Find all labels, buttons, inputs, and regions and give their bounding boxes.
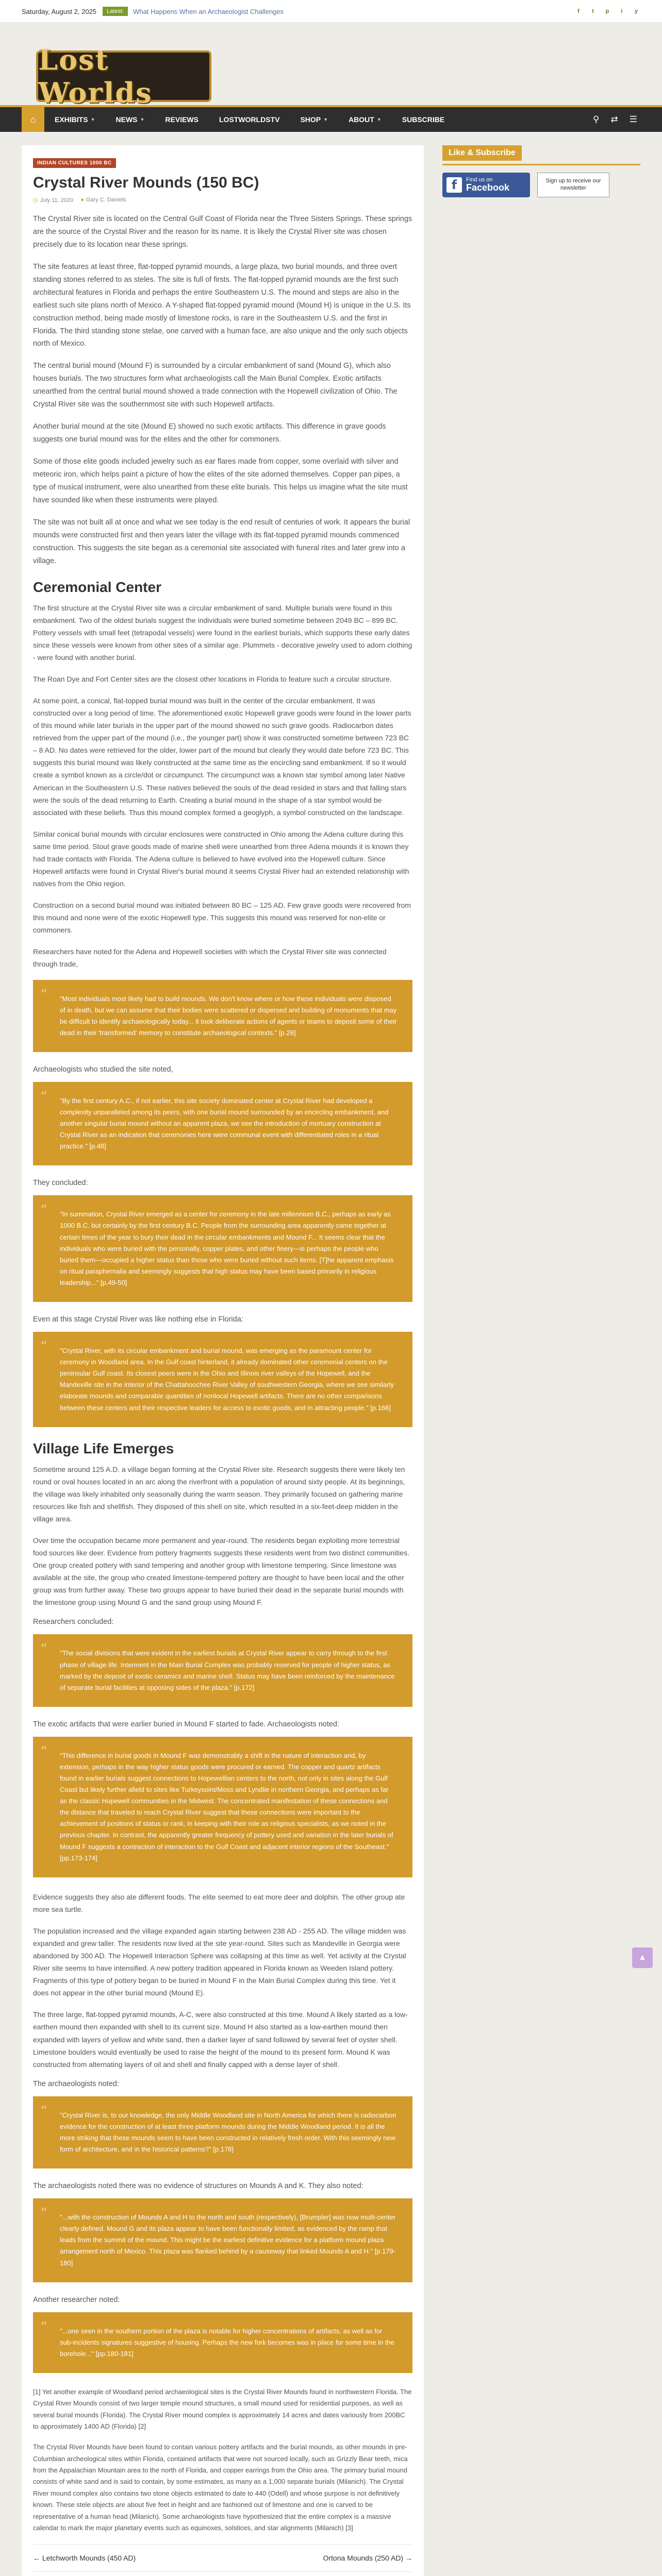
- paragraph: [1] Yet another example of Woodland period archaeological sites is the Crystal River Mounds found in northwestern Florida. The Crystal River Mounds consist of two larger temple mound structures, a small mound used for residential purposes, as well as several burial mounds (Florida). The Crystal River mound complex is approximately 14 acres and dates variously from 200BC to approximately 1400 AD (Florida) [2]: [33, 2387, 412, 2430]
- category-badge[interactable]: INDIAN CULTURES 1000 BC: [33, 158, 116, 168]
- site-header: [0, 23, 662, 109]
- paragraph: The site was not built all at once and what we see today is the end result of centuries of work. It appears the burial mounds were constructed first and then years later the village with its flat-topped pyramid mounds commenced construction. This suggests the site began as a ceremonial site associated with funeral rites and later grew into a village.: [33, 518, 410, 565]
- paragraph: Sometime around 125 A.D. a village began forming at the Crystal River site. Research suggests there were likely ten round or oval houses located in an arc along the riverfront with a population of around sixty people. At its beginnings, the village was likely inhabited only seasonally during the warm season. They primarily focused on gathering marine resources like fish and shellfish. They disposed of this shell on site, which resulted in a six-feet-deep midden in the village area.: [33, 1465, 405, 1523]
- logo-text: Lost Worlds: [38, 43, 153, 109]
- instagram-icon[interactable]: i: [621, 8, 623, 14]
- post-date-text: July 11, 2020: [40, 197, 74, 204]
- quote-text: "This difference in burial goods in Mound F was demonstrably a shift in the nature of interaction and, by extension, perhaps in the way higher status goods were procured or earned. The copper and quartz artifacts found in earlier burials suggest connections to Hopewellian centers to the north, not only in sites along the Gulf Coast but likely further afield to sites like Turkeysoint/Moss and Lyndlie in northern Georgia, and perhaps as far as the classic Hopewell communities in the Midwest. The concentrated manifestation of these connections and the distance that traveled to reach Crystal River suggest that these connections were important to the achievement of positions of status or rank, in keeping with their role as religious specialists, as we noted in the previous chapter. In contrast, the apparently greater frequency of pottery used and variation in the later burials of Mound F suggests a contraction of interaction to the Gulf Coast and adjacent interior regions of the Southeast." [pp.173-174]: [60, 1751, 393, 1862]
- quote-intro: Another researcher noted:: [33, 2295, 120, 2304]
- scroll-to-top-button[interactable]: [632, 1947, 653, 1968]
- top-bar: [0, 0, 662, 23]
- quote-icon: “: [40, 2103, 47, 2119]
- paragraph: Over time the occupation became more permanent and year-round. The residents began exploiting more terrestrial food sources like deer. Evidence from pottery fragments suggests these residents went from two distinct communities. One group created pottery with sand tempering and another group with limestone tempering. Since limestone was available at the site, the group who created limestone-tempered pottery are thought to have been local and the other group was from further away. These two groups appear to have buried their dead in the separate burial mounds with the limestone group using Mound G and the sand group using Mound F.: [33, 1536, 409, 1607]
- chevron-down-icon: ▼: [140, 117, 145, 122]
- sidebar: [442, 145, 640, 2576]
- page-title: Crystal River Mounds (150 BC): [33, 174, 259, 191]
- quote-icon: “: [40, 1743, 47, 1759]
- widget-title: [442, 145, 640, 165]
- fb-find-text: Find us on: [466, 177, 493, 183]
- section-heading: Village Life Emerges: [33, 1440, 174, 1456]
- nav-icons: [593, 114, 640, 125]
- youtube-icon[interactable]: y: [634, 8, 638, 14]
- blockquote: [33, 2096, 412, 2168]
- blockquote: [33, 1195, 412, 1302]
- quote-intro: Researchers concluded:: [33, 1618, 114, 1626]
- paragraph: Construction on a second burial mound was initiated between 80 BC – 125 AD. Few grave goods were recovered from this mound and none were of the exotic Hopewell type. This suggests this mound was reserved for non-elite or commoners.: [33, 901, 411, 935]
- newsletter-signup-button[interactable]: Sign up to receive our newsletter: [537, 173, 609, 197]
- quote-text: "By the first century A.C., if not earlier, this site society dominated center at Crystal River had developed a complexity unparalleled among its peers, with one burial mound surrounded by an encircling embankment, and another singular burial mound without an apparent plaza, we see the introduction of mortuary construction at Crystal River as an indication that ceremonies here were communal event with differentiated roles in a ritual practice." [p.48]: [60, 1096, 389, 1150]
- blockquote: [33, 1332, 412, 1427]
- fb-name-text: Facebook: [466, 182, 510, 193]
- paragraph: The central burial mound (Mound F) is surrounded by a circular embankment of sand (Mound G), which also houses burials. The two structures form what archaeologists call the Main Burial Complex. Exotic artifacts unearthed from the central burial mound showed a trade connection with the Hopewell civilization of Ohio. The Crystal River site was the southernmost site with such Hopewell artifacts.: [33, 362, 398, 409]
- shuffle-icon[interactable]: ⇄: [610, 114, 618, 124]
- menu-icon[interactable]: ☰: [629, 114, 637, 124]
- paragraph: The Crystal River Mounds have been found to contain various pottery artifacts and the burial mounds, as other mounds in pre-Columbian archeological sites within Florida, contained artifacts that were not sourced locally, such as Grizzly Bear teeth, mica from the Appalachian Mountain area to the north of Florida, and copper earrings from the Ohio area. The primary burial mound consists of white sand and is said to contain, by some estimates, as many as a 1,000 separate burials (Milanich). The Crystal River mound complex also contains two stone objects estimated to date to 440 (Odell) and whose purpose is not definitively known. These stele objects are about five feet in height and are fashioned out of limestone and one is carved to be representative of a human head (Milanich). Some archaeologists have hypothesized that the entire complex is a massive calendar to mark the major planetary events such as equinoxes, solstices, and star alignments (Milanich) [3]: [33, 2443, 408, 2532]
- blockquote: [33, 980, 412, 1052]
- paragraph: Similar conical burial mounds with circular enclosures were constructed in Ohio among the Adena culture during this same time period. Stout grave goods made of marine shell were unearthed from three Adena mounds it is known they had trade contacts with Florida. The Adena culture is believed to have evolved into the Hopewell culture. Since Hopewell artifacts were found in Crystal River's burial mound it seems Crystal River had an extended relationship with natives from the Ohio region.: [33, 829, 409, 888]
- blockquote: [33, 1737, 412, 1877]
- paragraph: Evidence suggests they also ate different foods. The elite seemed to eat more deer and dolphin. The other group ate more sea turtle.: [33, 1892, 405, 1913]
- quote-text: "...one seen in the southern portion of the plaza is notable for higher concentrations of artifacts, as well as for sub-incidents signatures suggestive of housing. Perhaps the new fork becomes was in place for some time in the borehole..." [pp.180-181]: [60, 2327, 394, 2358]
- paragraph: Another burial mound at the site (Mound E) showed no such exotic artifacts. This difference in grave goods suggests one burial mound was for the elites and the other for commoners.: [33, 422, 386, 444]
- quote-text: "In summation, Crystal River emerged as a center for ceremony in the late millennium B.C., perhaps as early as 1000 B.C. but certainly by the first century B.C. People from the surrounding area apparently came together at certain times of the year to bury their dead in the circular embankments and Mound F... It seems clear that the individuals who were buried with the personally, copper plates, and other finery—is perhaps the people who buried them—occupied a higher status than those who were buried without such items. [T]he apparent emphasis on ritual paraphernalia and seemingly suggests that high status may have been based primarily in religious leadership..." [p.49-50]: [60, 1210, 394, 1286]
- nav-item-exhibits[interactable]: [44, 115, 106, 124]
- nav-label: REVIEWS: [165, 115, 198, 124]
- facebook-find-button[interactable]: [442, 173, 530, 197]
- site-logo[interactable]: [36, 43, 211, 109]
- quote-text: "...with the construction of Mounds A and H to the north and south (respectively), [Brumpler] was now multi-center clearly defined. Mound G and its plaza appear to have been functionally limited, as evidenced by the ramp that leads from the summit of the mound. This might be the earliest definitive evidence for a platform mound plaza arrangement north of Mexico. This plaza was flanked behind by a causeway that linked Mounds A and H." [p.179-180]: [60, 2213, 396, 2267]
- quote-icon: “: [40, 2319, 47, 2335]
- social-links: [574, 7, 640, 15]
- quote-intro: Archaeologists who studied the site noted,: [33, 1065, 173, 1074]
- nav-item-news[interactable]: [106, 115, 155, 124]
- nav-item-shop[interactable]: [290, 115, 338, 124]
- nav-item-subscribe[interactable]: [392, 115, 455, 124]
- blockquote: [33, 1082, 412, 1165]
- paragraph: At some point, a conical, flat-topped burial mound was built in the center of the circular embankment. It was constructed over a long period of time. The aforementioned exotic Hopewell grave goods were found in the lower parts of this mound while later burials in the upper part of the mound showed no such grave goods. Radiocarbon dates retrieved from the upper part of the mound (i.e., the younger part) show it was constructed sometime between 723 BC – 8 AD. No dates were retrieved for the older, lower part of the mound but clearly they would date before 723 BC. This suggests this burial mound was likely constructed at the same time as the encircling sand embankment. If so it would create a symbol known as a circle/dot or circumpunct. The circumpunct was a known star symbol among later Native American in the Southeastern U.S. These natives believed the souls of the dead resided in stars and that falling stars were the souls of the dead returning to Earth. Creating a burial mound in the shape of a star symbol would be associated with these beliefs. Thus this mound complex formed a geoglyph, a symbol constructed on the landscape.: [33, 696, 411, 817]
- nav-item-about[interactable]: [338, 115, 392, 124]
- paragraph: The Roan Dye and Fort Center sites are the closest other locations in Florida to feature such a circular structure.: [33, 674, 392, 683]
- content-wrap: [22, 132, 640, 2576]
- current-date: Saturday, August 2, 2025: [22, 7, 97, 15]
- facebook-logo-icon: f: [446, 177, 462, 193]
- quote-icon: “: [40, 1641, 47, 1657]
- nav-label: SHOP: [300, 115, 321, 124]
- facebook-icon[interactable]: f: [577, 8, 580, 14]
- facebook-widget: [442, 173, 640, 197]
- post-date[interactable]: [33, 197, 73, 204]
- nav-label: LOSTWORLDSTV: [219, 115, 280, 124]
- quote-icon: “: [40, 2206, 47, 2222]
- nav-item-reviews[interactable]: [155, 115, 209, 124]
- search-icon[interactable]: ⚲: [593, 114, 600, 124]
- quote-text: "Crystal River is, to our knowledge, the only Middle Woodland site in North America for which there is radiocarbon evidence for the construction of at least three platform mounds during the Middle Woodland period. It is all the more striking that these mounds seem to have been constructed in relatively fresh order. With this seemingly new form of architecture, and in the historical patterns?" [p.178]: [60, 2111, 396, 2154]
- blockquote: [33, 2198, 412, 2282]
- latest-badge: Latest:: [103, 7, 128, 16]
- quote-text: "The social divisions that were evident in the earliest burials at Crystal River appear to carry through to the first phase of village life. Interment in the Main Burial Complex was probably reserved for people of higher status, as marked by the deposit of exotic ceramics and marine shell. Status may have been reinforced by the maintenance of separate burial facilities at opposing sides of the plaza." [p.172]: [60, 1649, 395, 1691]
- clock-icon: ◷: [33, 197, 38, 204]
- nav-item-lostworldstv[interactable]: [209, 115, 290, 124]
- paragraph: The site features at least three, flat-topped pyramid mounds, a large plaza, two burial mounds, and three overt standing stones referred to as steles. The site is full of firsts. The flat-topped pyramid mounds are the first such architectural features in Florida and perhaps the entire Southeastern U.S. The mound and steps are also in the earliest such site plans north of Mexico. A Y-shaped flat-topped pyramid mound (Mound H) is unique in the U.S. Its construction method, being made mostly of limestone rocks, is rare in the Southeastern U.S. and the first in Florida. The third standing stone stelae, one carved with a human face, are also unique and the only such objects north of Mexico.: [33, 262, 411, 348]
- nav-label: SUBSCRIBE: [402, 115, 445, 124]
- next-post-link[interactable]: Ortona Mounds (250 AD) →: [323, 2554, 412, 2563]
- latest-ticker-link[interactable]: What Happens When an Archaeologist Challenges: [133, 7, 284, 15]
- chevron-down-icon: ▼: [376, 117, 382, 122]
- paragraph: The population increased and the village expanded again starting between 238 AD - 255 AD. The village midden was expanded and grew taller. The residents now lived at the site year-round. Sites such as Mandeville in Georgia were abandoned by 300 AD. The Hopewell Interaction Sphere was collapsing at this time as well. Yet activity at the Crystal River site seems to have intensified. A new pottery tradition appeared in Florida known as Weeden Island pottery. Fragments of this type of pottery began to be buried in Mound F in the Main Burial Complex during this time. Yet it does not appear in the other burial mound (Mound E).: [33, 1926, 406, 1997]
- nav-label: ABOUT: [349, 115, 374, 124]
- quote-intro: The archaeologists noted there was no evidence of structures on Mounds A and K. They also noted:: [33, 2182, 363, 2191]
- user-icon: ●: [80, 197, 84, 203]
- article-meta: [33, 197, 412, 204]
- chevron-down-icon: ▼: [90, 117, 95, 122]
- quote-text: "Crystal River, with its circular embankment and burial mound, was emerging as the paramount center for ceremony in Woodland area. In the Gulf coast hinterland, it already dominated other ceremonial centers on the peninsular Gulf coast. Its closest peers were in the Ohio and Illinois river valleys of the Hopewell, and the Mandeville site in the interior of the Chattahoochee River Valley of southwestern Georgia, where we see similarly elaborate mounds and comparable quantities of nonlocal Hopewell artifacts. There are no other comparisons between these centers and their respective leaders for access to exotic goods, and in attracting people." [p.166]: [60, 1347, 394, 1412]
- chevron-up-icon: ▲: [638, 1953, 647, 1962]
- post-navigation: [33, 2544, 412, 2572]
- quote-icon: “: [40, 1202, 47, 1218]
- nav-label: EXHIBITS: [55, 115, 88, 124]
- quote-intro: Even at this stage Crystal River was like nothing else in Florida:: [33, 1315, 243, 1324]
- post-author-text: Gary C. Daniels: [86, 197, 126, 203]
- quote-icon: “: [40, 1339, 47, 1355]
- nav-label: NEWS: [115, 115, 138, 124]
- blockquote: [33, 1634, 412, 1706]
- paragraph: The three large, flat-topped pyramid mounds, A-C, were also constructed at this time. Mound A likely started as a low-earthen mound then expanded with shell to its current size. Mound H also started as a low-earthen mound then expanded with layers of yellow and white sand, then a darker layer of sand followed by several feet of oyster shell. Limestone boulders would eventually be used to raise the height of the mound to its present form. Mound K was constructed from alternating layers of oil and shell and finally capped with a dense layer of shell.: [33, 2010, 408, 2069]
- quote-intro: The exotic artifacts that were earlier buried in Mound F started to fade. Archaeologists noted:: [33, 1720, 340, 1728]
- twitter-icon[interactable]: t: [592, 8, 594, 14]
- pinterest-icon[interactable]: p: [605, 8, 609, 14]
- paragraph: Researchers have noted for the Adena and Hopewell societies with which the Crystal River site was connected through trade,: [33, 947, 387, 969]
- prev-post-link[interactable]: ← Letchworth Mounds (450 AD): [33, 2554, 136, 2563]
- section-heading: Ceremonial Center: [33, 579, 161, 595]
- blockquote: [33, 2312, 412, 2373]
- quote-text: "Most individuals most likely had to build mounds. We don't know where or how these individuals were disposed of in death, but we can assume that their bodies were scattered or dispersed and building of monuments that may be difficult to identify archaeologically today... it took deliberate actions of agents or teams to deposit some of their dead in their 'transformed' memory to constitute archaeological contexts." [p.26]: [60, 994, 397, 1037]
- chevron-down-icon: ▼: [323, 117, 328, 122]
- paragraph: Some of those elite goods included jewelry such as ear flares made from copper, some overlaid with silver and meteoric iron, which helps paint a picture of how the elites of the site adorned themselves. Copper pan pipes, a type of musical instrument, were also unearthed from these elite burials. This helps us imagine what the site must have sounded like when these instruments were played.: [33, 457, 408, 504]
- quote-icon: “: [40, 987, 47, 1003]
- widget-title-text: Like & Subscribe: [442, 145, 522, 161]
- quote-intro: They concluded:: [33, 1179, 88, 1188]
- post-author[interactable]: [80, 197, 126, 204]
- article: [22, 145, 424, 2576]
- quote-intro: The archaeologists noted:: [33, 2079, 119, 2088]
- quote-icon: “: [40, 1089, 47, 1105]
- home-icon[interactable]: ⌂: [22, 107, 44, 132]
- paragraph: The Crystal River site is located on the Central Gulf Coast of Florida near the Three Sisters Springs. These springs are the source of the Crystal River and the reason for its name. It is likely the Crystal River site was chosen precisely due to its location near these springs.: [33, 215, 412, 249]
- paragraph: The first structure at the Crystal River site was a circular embankment of sand. Multiple burials were found in this embankment. Two of the oldest burials suggest the individuals were buried sometime between 2049 BC – 899 BC. Pottery vessels with small feet (tetrapodal vessels) were found in the earliest burials, which supports these early dates since these vessels were known from other sites of a similar age. Plummets - decorative jewelry used to adorn clothing - were found with another burial.: [33, 603, 412, 662]
